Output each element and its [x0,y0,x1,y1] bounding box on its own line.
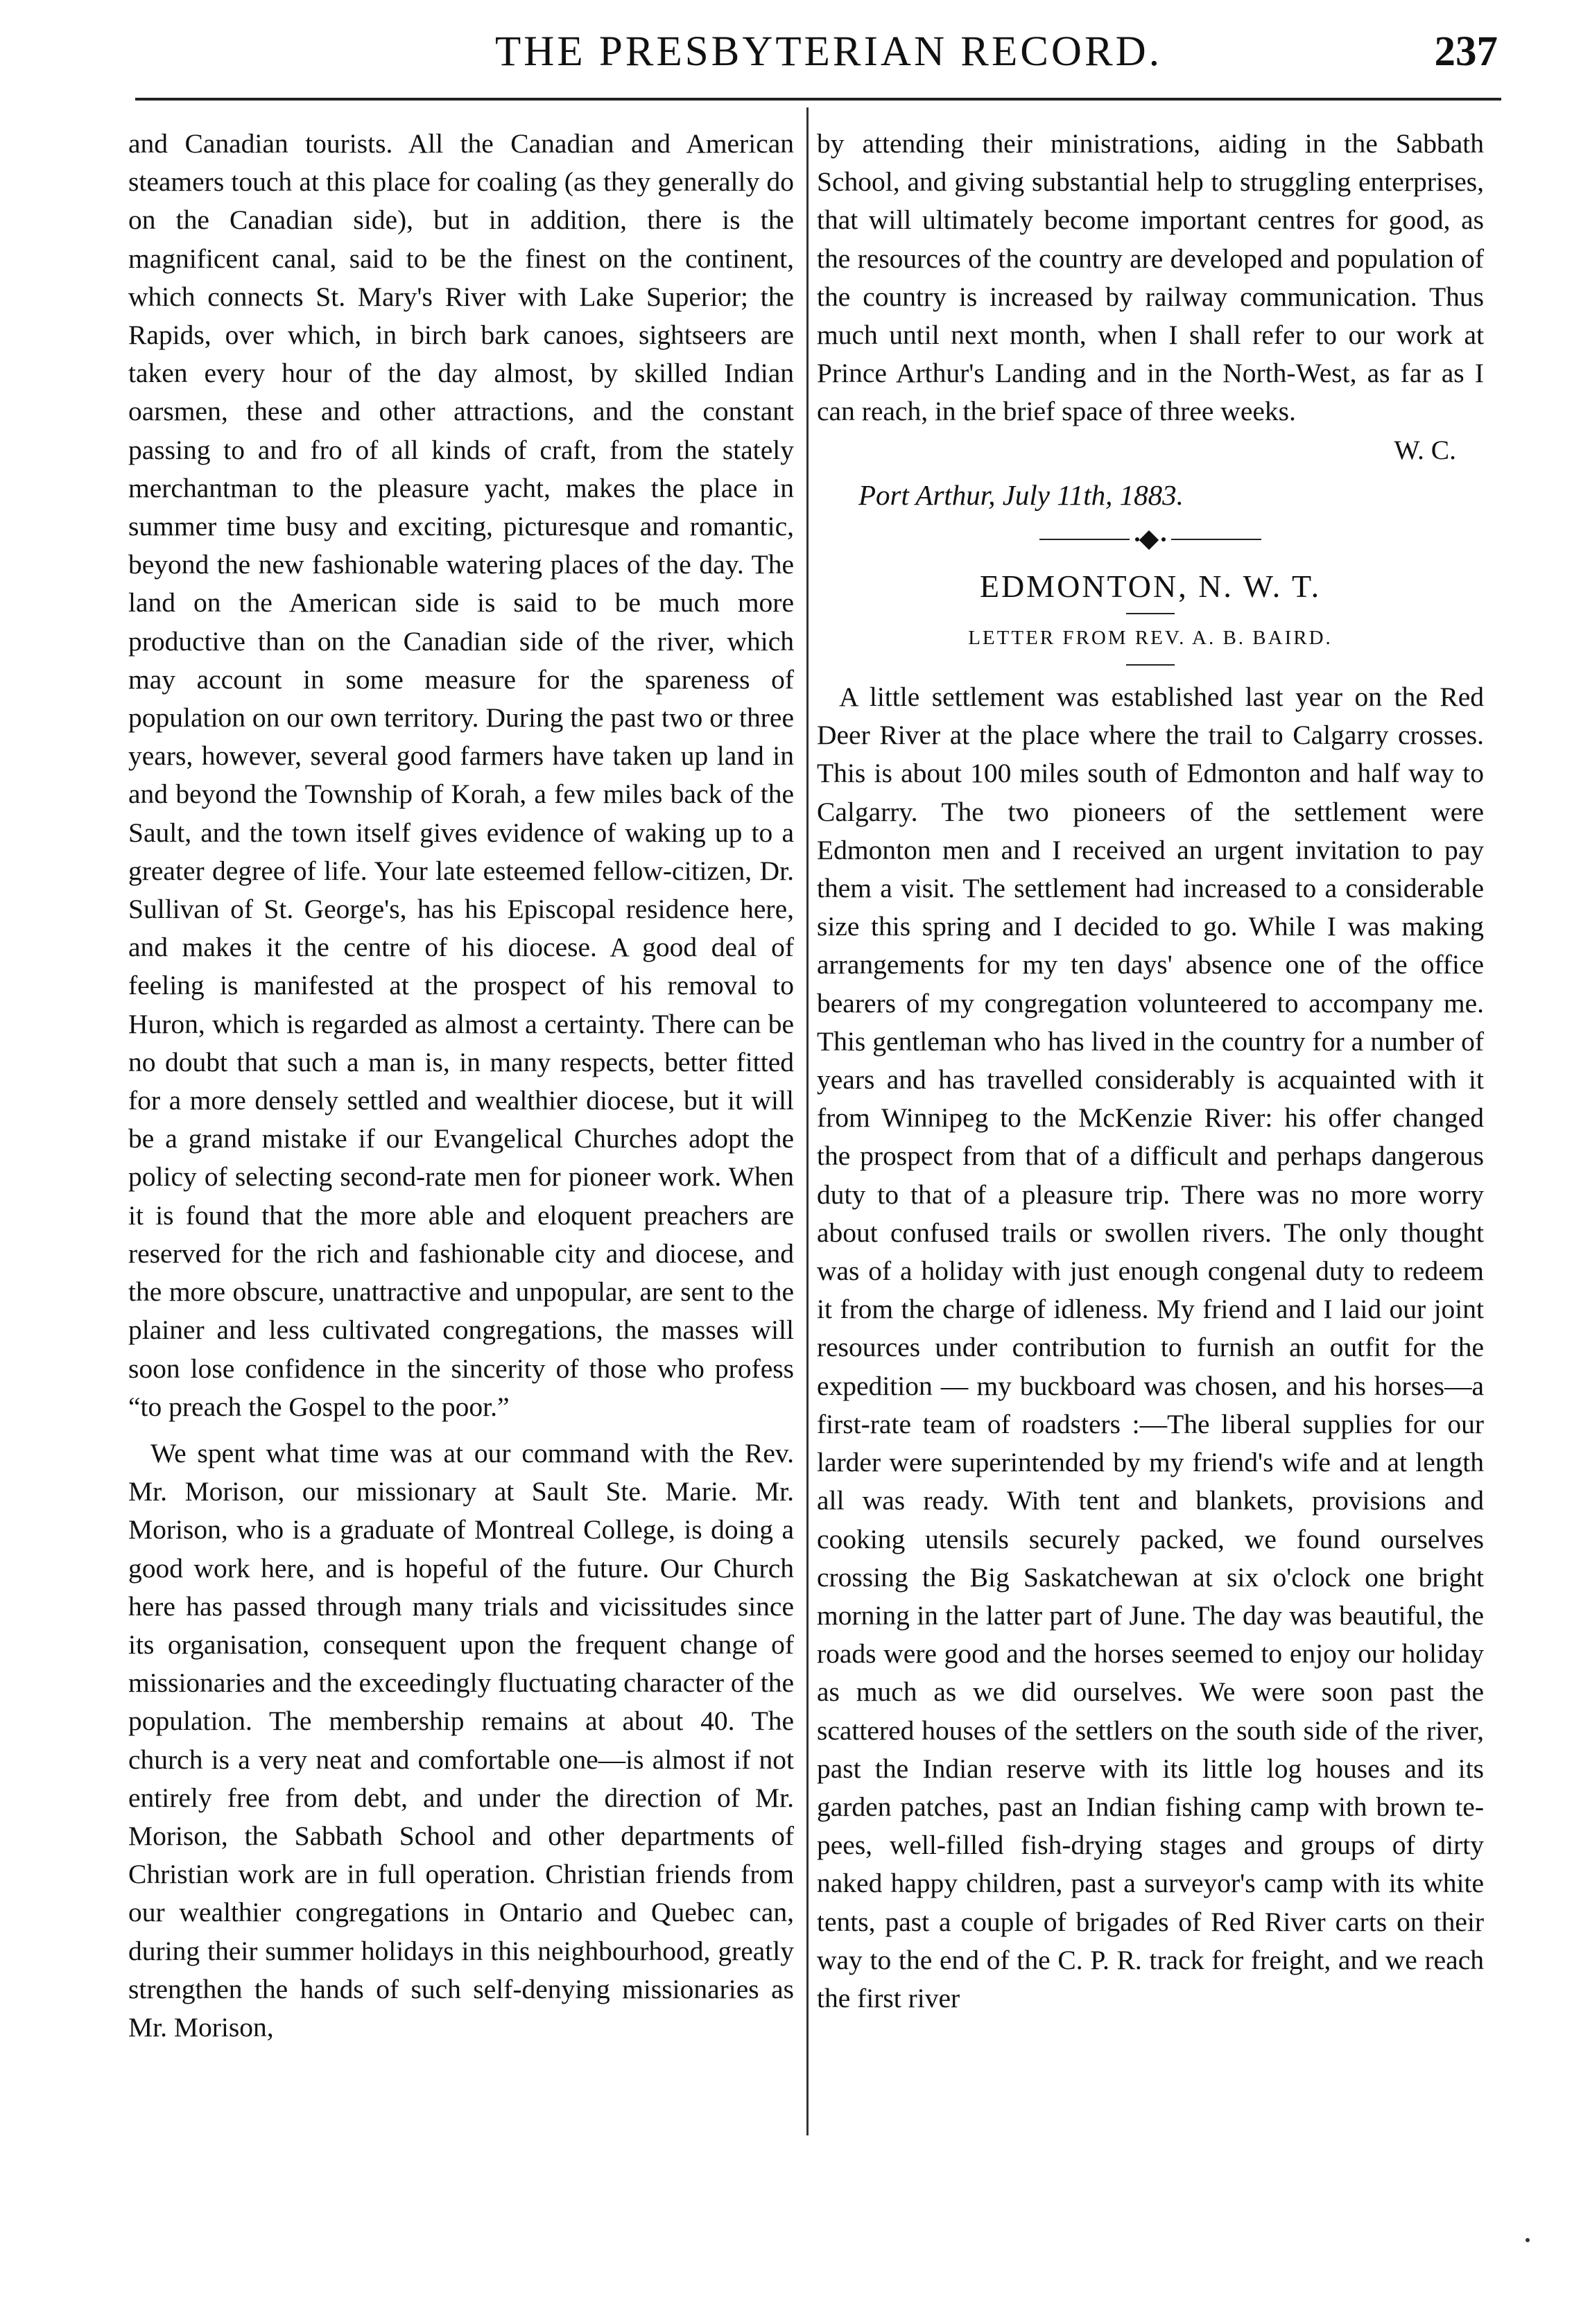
ornament-diamond-icon [1139,530,1159,550]
continuation-text: by attending their ministrations, aiding in the Sabbath School, and giving substantial help to struggling enterprises, that will ultimately become important centres for good, as the resources of the country are developed and population of the country is increased by railway communication. Thus much until next month, when I shall refer to our work at Prince Arthur's Landing and in the North-West, as far as I can reach, in the brief space of three weeks. [817,128,1484,427]
section-ornament [1039,532,1261,546]
page-number: 237 [1434,28,1498,75]
left-column [128,125,794,2047]
byline-rule [1126,664,1175,666]
right-continuation [817,125,1484,469]
title-rule [1126,613,1175,614]
running-title: THE PRESBYTERIAN RECORD. [495,28,1162,75]
signoff: W. C. [1394,434,1456,465]
print-speck [1526,2238,1530,2242]
ornament-line-right [1171,539,1261,540]
left-paragraph-2: We spent what time was at our command with the Rev. Mr. Morison, our missionary at Sault Ste. Marie. Mr. Morison, who is a graduate of Montreal College, is doing a good work here, and is hopeful of the future. Our Church here has passed through many trials and vicissitudes since its organisation, consequent upon the frequent change of missionaries and the exceedingly fluctuating character of the population. The membership remains at about 40. The church is a very neat and comfortable one—is almost if not entirely free from debt, and under the direction of Mr. Morison, the Sabbath School and other departments of Christian work are in full operation. Christian friends from our wealthier congregations in Ontario and Quebec can, during their summer holidays in this neighbourhood, greatly strengthen the hands of such self-denying missionaries as Mr. Morison, [128,1437,794,2043]
section-title: EDMONTON, N. W. T. [979,569,1322,605]
dateline: Port Arthur, July 11th, 1883. [858,478,1184,511]
ornament-dot-right [1161,537,1166,541]
header-rule [135,98,1501,101]
ornament-line-left [1039,539,1130,540]
letter-body: A little settlement was established last year on the Red Deer River at the place where the trail to Calgarry crosses. This is about 100 miles south of Edmonton and half way to Calgarry. The two pioneers of the settlement were Edmonton men and I received an urgent invitation to pay them a visit. The settlement had increased to a considerable size this spring and I decided to go. While I was making arrangements for my ten days' absence one of the office bearers of my congregation volunteered to accompany me. This gentleman who has lived in the country for a number of years and has travelled considerably is acquainted with it from Winnipeg to the McKenzie River: his offer changed the prospect from that of a difficult and perhaps dangerous duty to that of a pleasure trip. There was no more worry about confused trails or swollen rivers. The only thought was of a holiday with just enough congenal duty to redeem it from the charge of idleness. My friend and I laid our joint resources under contribution to furnish an outfit for the expedition — my buckboard was chosen, and his horses—a first-rate team of roadsters :—The liberal supplies for our larder were superintended by my friend's wife and at length all was ready. With tent and blankets, provisions and cooking utensils securely packed, we found ourselves crossing the Big Saskatchewan at six o'clock one bright morning in the latter part of June. The day was beautiful, the roads were good and the horses seemed to enjoy our holiday as much as we did ourselves. We were soon past the scattered houses of the settlers on the south side of the river, past the Indian reserve with its little log houses and its garden patches, past an Indian fishing camp with brown te-pees, well-filled fish-drying stages and groups of dirty naked happy children, past a surveyor's camp with its white tents, past a couple of brigades of Red River carts on their way to the end of the C. P. R. track for freight, and we reach the first river [817,682,1484,2013]
right-column [817,125,1484,2018]
column-divider [806,107,809,2135]
byline: LETTER FROM REV. A. B. BAIRD. [968,627,1333,650]
left-paragraph-1: and Canadian tourists. All the Canadian and American steamers touch at this place for coaling (as they generally do on the Canadian side), but in addition, there is the magnificent canal, said to be the finest on the continent, which connects St. Mary's River with Lake Superior; the Rapids, over which, in birch bark canoes, sightseers are taken every hour of the day almost, by skilled Indian oarsmen, these and other attractions, and the constant passing to and fro of all kinds of craft, from the stately merchantman to the pleasure yacht, makes the place in summer time busy and exciting, picturesque and romantic, beyond the new fashionable watering places of the day. The land on the American side is said to be much more productive than on the Canadian side of the river, which may account in some measure for the spareness of population on our own territory. During the past two or three years, however, several good farmers have taken up land in and beyond the Township of Korah, a few miles back of the Sault, and the town itself gives evidence of waking up to a greater degree of life. Your late esteemed fellow-citizen, Dr. Sullivan of St. George's, has his Episcopal residence here, and makes it the centre of his diocese. A good deal of feeling is manifested at the prospect of his removal to Huron, which is regarded as almost a certainty. There can be no doubt that such a man is, in many respects, better fitted for a more densely settled and wealthier diocese, but it will be a grand mistake if our Evangelical Churches adopt the policy of selecting second-rate men for pioneer work. When it is found that the more able and eloquent preachers are reserved for the rich and fashionable city and diocese, and the more obscure, unattractive and unpopular, are sent to the plainer and less cultivated congregations, the masses will soon lose confidence in the sincerity of those who profess “to preach the Gospel to the poor.” [128,128,794,1422]
